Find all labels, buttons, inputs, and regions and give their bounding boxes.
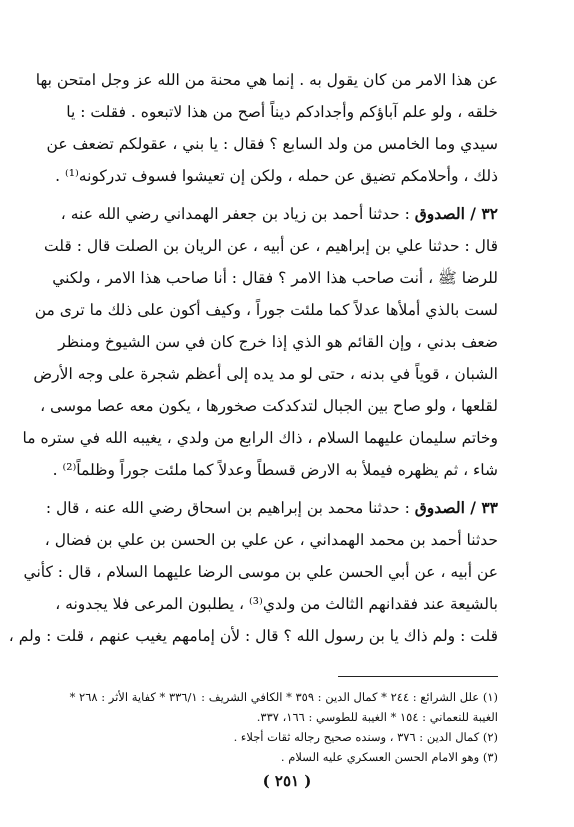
footnote-line: الغيبة للنعماني : ١٥٤ * الغيبة للطوسي : ١٦٦، ٣٣٧. [256,710,498,724]
text-line: شاء ، ثم يظهره فيملأ به الارض قسطاً وعدلاً كما ملئت جوراً وظلماً⁽²⁾ . [52,461,498,479]
text-line: بالشيعة عند فقدانهم الثالث من ولدي⁽³⁾ ، يطلبون المرعى فلا يجدونه ، [55,595,498,613]
text-line: لست بالذي أملأها عدلاً كما ملئت جوراً ، وكيف أكون على ذلك ما ترى من [34,301,498,319]
hadith-33 [8,492,498,652]
footnote-divider [338,676,498,677]
footnote-line: (٢) كمال الدين : ٣٧٦ ، وسنده صحيح رجاله ثقات أجلاء . [233,730,498,744]
hadith-number-author: ٣٢ / الصدوق [414,204,498,223]
footnote-line: (٣) وهو الامام الحسن العسكري عليه السلام . [280,750,498,764]
text-line: وخاتم سليمان عليهما السلام ، ذاك الرابع من ولدي ، يغيبه الله في ستره ما [22,429,498,447]
text-line: للرضا ﷺ ، أنت صاحب هذا الامر ؟ فقال : أنا صاحب هذا الامر ، ولكني [52,269,498,287]
hadith-number-author: ٣٣ / الصدوق [414,498,498,517]
hadith-32 [22,198,498,486]
text-line [60,198,498,230]
hadith-chain-start: : حدثنا أحمد بن زياد بن جعفر الهمداني رضي الله عنه ، [60,205,410,223]
text-line: عن أبيه ، عن أبي الحسن علي بن موسى الرضا عليهما السلام ، قال : كأني [23,563,498,581]
text-line: الشبان ، قوياً في بدنه ، حتى لو مد يده إلى أعظم شجرة على وجه الأرض [33,365,498,383]
text-line: ذلك ، وأحلامكم تضيق عن حمله ، ولكن إن تعيشوا فسوف تدركونه⁽¹⁾ . [55,167,498,185]
page-number: ( ٢٥١ ) [262,772,312,790]
page-content [8,64,498,767]
text-line [45,492,498,524]
footnotes [69,687,498,767]
paragraph-continuation [35,64,498,192]
text-line: حدثنا أحمد بن محمد الهمداني ، عن علي بن الحسن بن علي بن فضال ، [44,531,498,549]
text-line: خلقه ، ولو علم آباؤكم وأجدادكم ديناً أصح من هذا لاتبعوه . فقلت : يا [66,103,498,121]
text-line: لقلعها ، ولو صاح بين الجبال لتدكدكت صخورها ، يكون معه عصا موسى ، [40,397,498,415]
footnote-line: (١) علل الشرائع : ٢٤٤ * كمال الدين : ٣٥٩ * الكافي الشريف : ٣٣٦/١ * كفاية الأثر : ٢٦٨ * [69,690,498,704]
text-line: سيدي وما الخامس من ولد السابع ؟ فقال : يا بني ، عقولكم تضعف عن [46,135,498,153]
text-line: عن هذا الامر من كان يقول به . إنما هي محنة من الله عز وجل امتحن بها [35,71,498,89]
text-line: قال : حدثنا علي بن إبراهيم ، عن أبيه ، عن الريان بن الصلت قال : قلت [44,237,498,255]
text-line: ضعف بدني ، وإن القائم هو الذي إذا خرج كان في سن الشيوخ ومنظر [58,333,498,351]
text-line: قلت : ولم ذاك يا بن رسول الله ؟ قال : لأن إمامهم يغيب عنهم ، قلت : ولم ، [8,627,498,645]
hadith-chain-start: : حدثنا محمد بن إبراهيم بن اسحاق رضي الله عنه ، قال : [45,499,410,517]
